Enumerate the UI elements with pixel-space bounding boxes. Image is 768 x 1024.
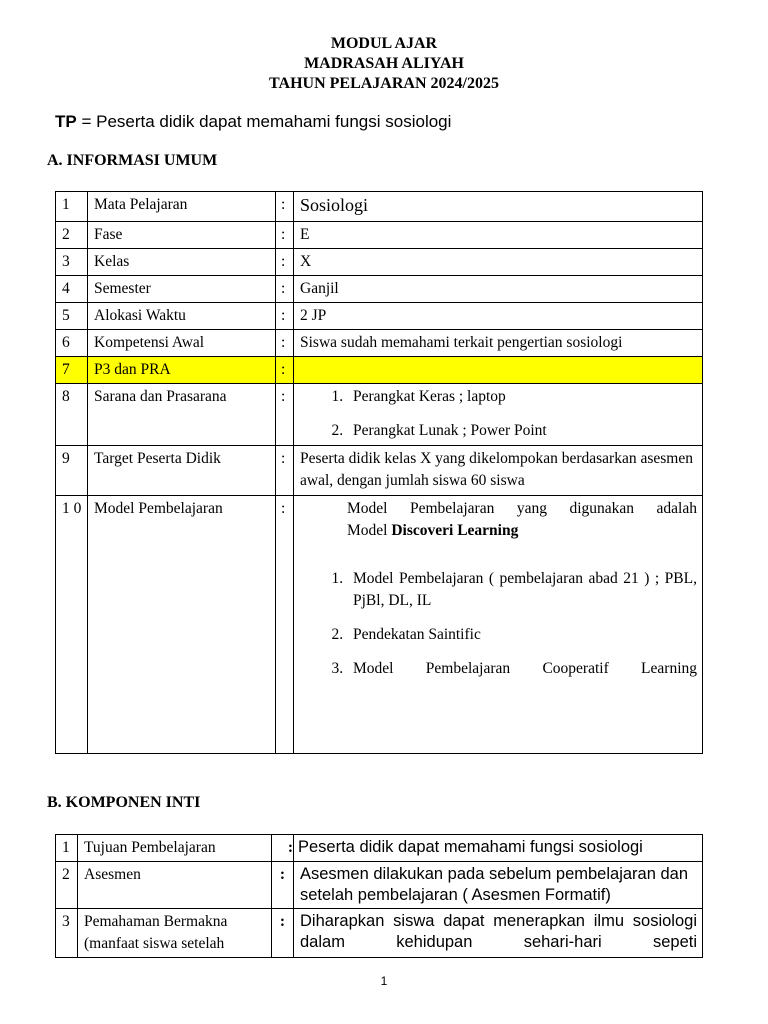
table-row <box>56 192 703 222</box>
row-number: 2 <box>56 862 78 909</box>
facility-list <box>300 386 697 442</box>
row-value: Peserta didik kelas X yang dikelompokan berdasarkan asesmen awal, dengan jumlah siswa 60 siswa <box>294 446 703 496</box>
model-list <box>300 568 697 680</box>
list-item: 1. Model Pembelajaran ( pembelajaran abad 21 ) ; PBL, PjBl, DL, IL <box>347 568 697 612</box>
document-header <box>0 34 768 94</box>
row-value <box>294 384 703 446</box>
row-colon: : <box>276 192 294 222</box>
model-intro-line: Model Pembelajaran yang digunakan adalah <box>347 500 697 517</box>
row-number: 1 <box>56 192 88 222</box>
row-colon: : <box>272 835 294 862</box>
module-title: MODUL AJAR <box>330 35 438 52</box>
row-label: Semester <box>88 276 276 303</box>
row-label: Target Peserta Didik <box>88 446 276 496</box>
row-colon: : <box>276 222 294 249</box>
row-number: 1 0 <box>56 496 88 754</box>
row-label: Sarana dan Prasarana <box>88 384 276 446</box>
section-b-title: B. KOMPONEN INTI <box>47 794 201 811</box>
row-value: Ganjil <box>294 276 703 303</box>
academic-year: TAHUN PELAJARAN 2024/2025 <box>269 75 499 92</box>
row-number: 3 <box>56 249 88 276</box>
list-item: 1. Perangkat Keras ; laptop <box>347 386 697 408</box>
row-label: Model Pembelajaran <box>88 496 276 754</box>
row-label: Alokasi Waktu <box>88 303 276 330</box>
table-row <box>56 835 703 862</box>
row-colon: : <box>276 357 294 384</box>
row-label: P3 dan PRA <box>88 357 276 384</box>
row-value: Siswa sudah memahami terkait pengertian sosiologi <box>294 330 703 357</box>
row-number: 4 <box>56 276 88 303</box>
table-row <box>56 496 703 754</box>
section-a-title: A. INFORMASI UMUM <box>47 152 218 169</box>
row-value: Diharapkan siswa dapat menerapkan ilmu sosiologi dalam kehidupan sehari-hari sepeti <box>294 909 703 958</box>
list-item: 2. Perangkat Lunak ; Power Point <box>347 420 697 442</box>
row-colon: : <box>276 384 294 446</box>
general-info-table <box>55 191 703 754</box>
table-row <box>56 303 703 330</box>
row-label: Kelas <box>88 249 276 276</box>
row-colon: : <box>276 276 294 303</box>
table-row <box>56 222 703 249</box>
row-number: 9 <box>56 446 88 496</box>
row-number: 6 <box>56 330 88 357</box>
row-value: 2 JP <box>294 303 703 330</box>
row-value: E <box>294 222 703 249</box>
tp-text: = Peserta didik dapat memahami fungsi sosiologi <box>76 112 452 131</box>
model-intro <box>300 498 697 542</box>
row-colon: : <box>272 909 294 958</box>
row-colon: : <box>272 862 294 909</box>
model-name: Discoveri Learning <box>391 522 519 539</box>
row-value: Sosiologi <box>294 192 703 222</box>
learning-goal-line <box>55 112 451 132</box>
table-row <box>56 446 703 496</box>
row-colon: : <box>276 496 294 754</box>
row-number: 3 <box>56 909 78 958</box>
model-intro-line: Model Discoveri Learning <box>347 522 519 539</box>
row-colon: : <box>276 330 294 357</box>
row-number: 5 <box>56 303 88 330</box>
list-item: 2. Pendekatan Saintific <box>347 624 697 646</box>
row-label: Kompetensi Awal <box>88 330 276 357</box>
school-name: MADRASAH ALIYAH <box>304 55 464 72</box>
table-row <box>56 249 703 276</box>
row-value <box>294 357 703 384</box>
table-row <box>56 276 703 303</box>
row-number: 8 <box>56 384 88 446</box>
row-colon: : <box>276 446 294 496</box>
table-row <box>56 384 703 446</box>
tp-label: TP <box>55 112 77 131</box>
page-number: 1 <box>380 974 388 988</box>
table-row <box>56 862 703 909</box>
table-row <box>56 330 703 357</box>
row-label: Asesmen <box>78 862 272 909</box>
row-value: Peserta didik dapat memahami fungsi sosiologi <box>294 835 703 862</box>
row-number: 7 <box>56 357 88 384</box>
row-label: Mata Pelajaran <box>88 192 276 222</box>
row-value: X <box>294 249 703 276</box>
row-number: 1 <box>56 835 78 862</box>
row-value: Asesmen dilakukan pada sebelum pembelajaran dan setelah pembelajaran ( Asesmen Formatif) <box>294 862 703 909</box>
list-item: 3. Model Pembelajaran Cooperatif Learning <box>347 658 697 680</box>
row-value <box>294 496 703 754</box>
table-row-highlighted <box>56 357 703 384</box>
row-colon: : <box>276 303 294 330</box>
row-number: 2 <box>56 222 88 249</box>
row-label: Fase <box>88 222 276 249</box>
table-row <box>56 909 703 958</box>
row-label: Pemahaman Bermakna (manfaat siswa setelah <box>78 909 272 958</box>
core-component-table <box>55 834 703 958</box>
row-label: Tujuan Pembelajaran <box>78 835 272 862</box>
row-colon: : <box>276 249 294 276</box>
